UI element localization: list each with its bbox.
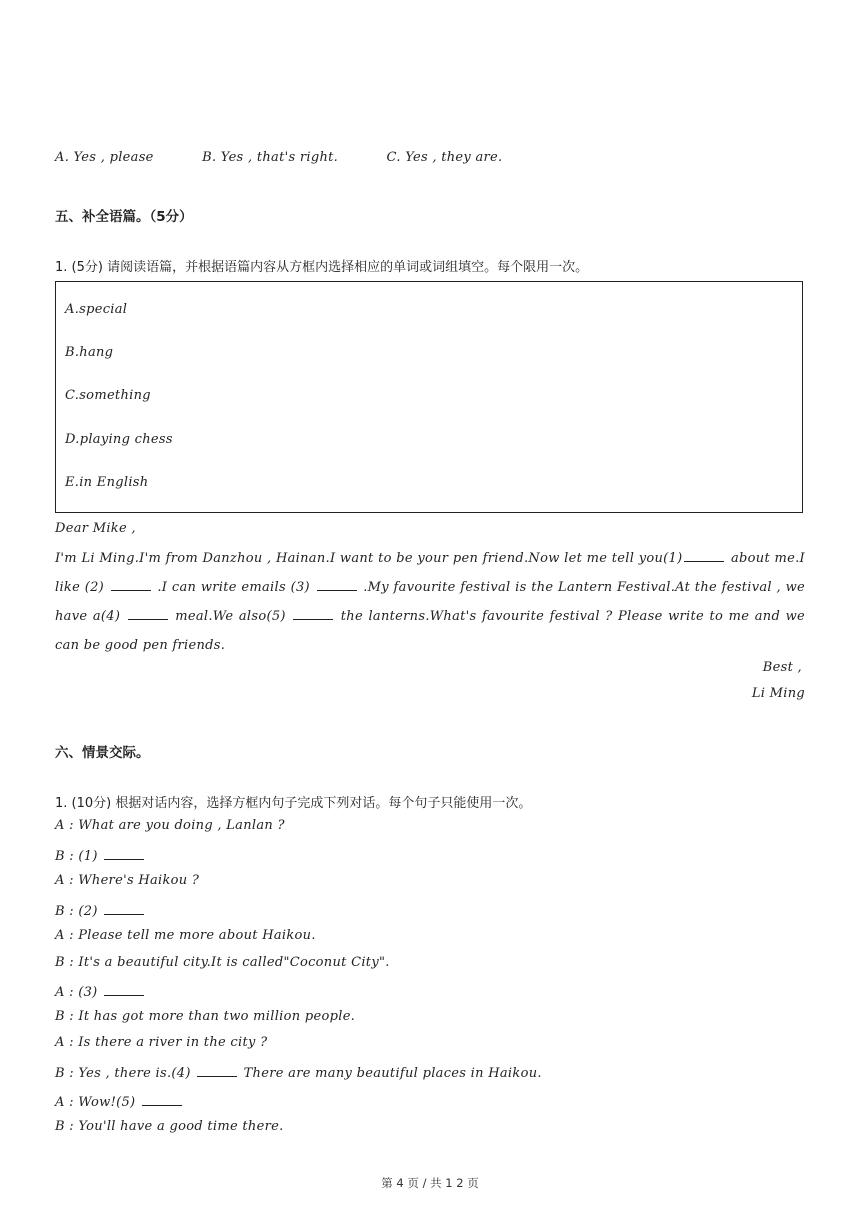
dialog-line-8: B : It has got more than two million people. [55, 1009, 356, 1024]
section6-heading: 六、情景交际。 [55, 745, 150, 761]
dialog-blank-5[interactable] [142, 1093, 182, 1106]
prev-options-row [55, 150, 546, 165]
word-option-e: E.in English [65, 475, 149, 490]
section6-question: 1. (10分) 根据对话内容，选择方框内句子完成下列对话。每个句子只能使用一次。 [55, 796, 532, 811]
dialog-line-6: B : It's a beautiful city.It is called"Coconut City". [55, 955, 390, 970]
letter-passage: I'm Li Ming.I'm from Danzhou , Hainan.I want to be your pen friend.Now let me tell you(1) about me.I like (2) .I can write emails (3) .My favourite festival is the Lantern Festival.At the festival , we have a(4) meal.We also(5) the lanterns.What's favourite festival ? Please write to me and we can be good pen friends. [55, 551, 806, 653]
answer-blank-2[interactable] [111, 578, 151, 591]
dialog-line-1: A : What are you doing , Lanlan ? [55, 818, 285, 833]
answer-blank-5[interactable] [293, 607, 333, 620]
prev-option-c: C. Yes , they are. [386, 150, 503, 165]
answer-blank-3[interactable] [317, 578, 357, 591]
dialog-blank-4[interactable] [197, 1064, 237, 1077]
dialog-blank-2[interactable] [104, 902, 144, 915]
letter-signature: Li Ming [751, 686, 805, 701]
answer-blank-4[interactable] [128, 607, 168, 620]
word-option-c: C.something [65, 388, 151, 403]
page-footer: 第 4 页 / 共 1 2 页 [381, 1176, 479, 1190]
dialog-line-4: B : (2) [55, 902, 146, 919]
dialog-line-12: B : You'll have a good time there. [55, 1119, 284, 1134]
word-option-a: A.special [65, 302, 128, 317]
letter-closing: Best , [762, 660, 802, 675]
word-option-d: D.playing chess [65, 432, 173, 447]
dialog-line-3: A : Where's Haikou ? [55, 873, 200, 888]
dialog-line-11: A : Wow!(5) [55, 1093, 184, 1110]
dialog-line-7: A : (3) [55, 983, 146, 1000]
letter-greeting: Dear Mike , [55, 521, 136, 536]
dialog-blank-3[interactable] [104, 983, 144, 996]
dialog-line-5: A : Please tell me more about Haikou. [55, 928, 316, 943]
word-bank-box [55, 281, 803, 513]
word-option-b: B.hang [65, 345, 114, 360]
answer-blank-1[interactable] [684, 549, 724, 562]
prev-option-a: A. Yes , please [55, 150, 154, 165]
dialog-line-10: B : Yes , there is.(4) There are many beautiful places in Haikou. [55, 1066, 542, 1081]
prev-option-b: B. Yes , that's right. [202, 150, 339, 165]
dialog-line-2: B : (1) [55, 847, 146, 864]
section5-question: 1. (5分) 请阅读语篇，并根据语篇内容从方框内选择相应的单词或词组填空。每个限用一次。 [55, 260, 589, 275]
dialog-blank-1[interactable] [104, 847, 144, 860]
dialog-line-9: A : Is there a river in the city ? [55, 1035, 268, 1050]
section5-heading: 五、补全语篇。（5分） [55, 209, 193, 225]
